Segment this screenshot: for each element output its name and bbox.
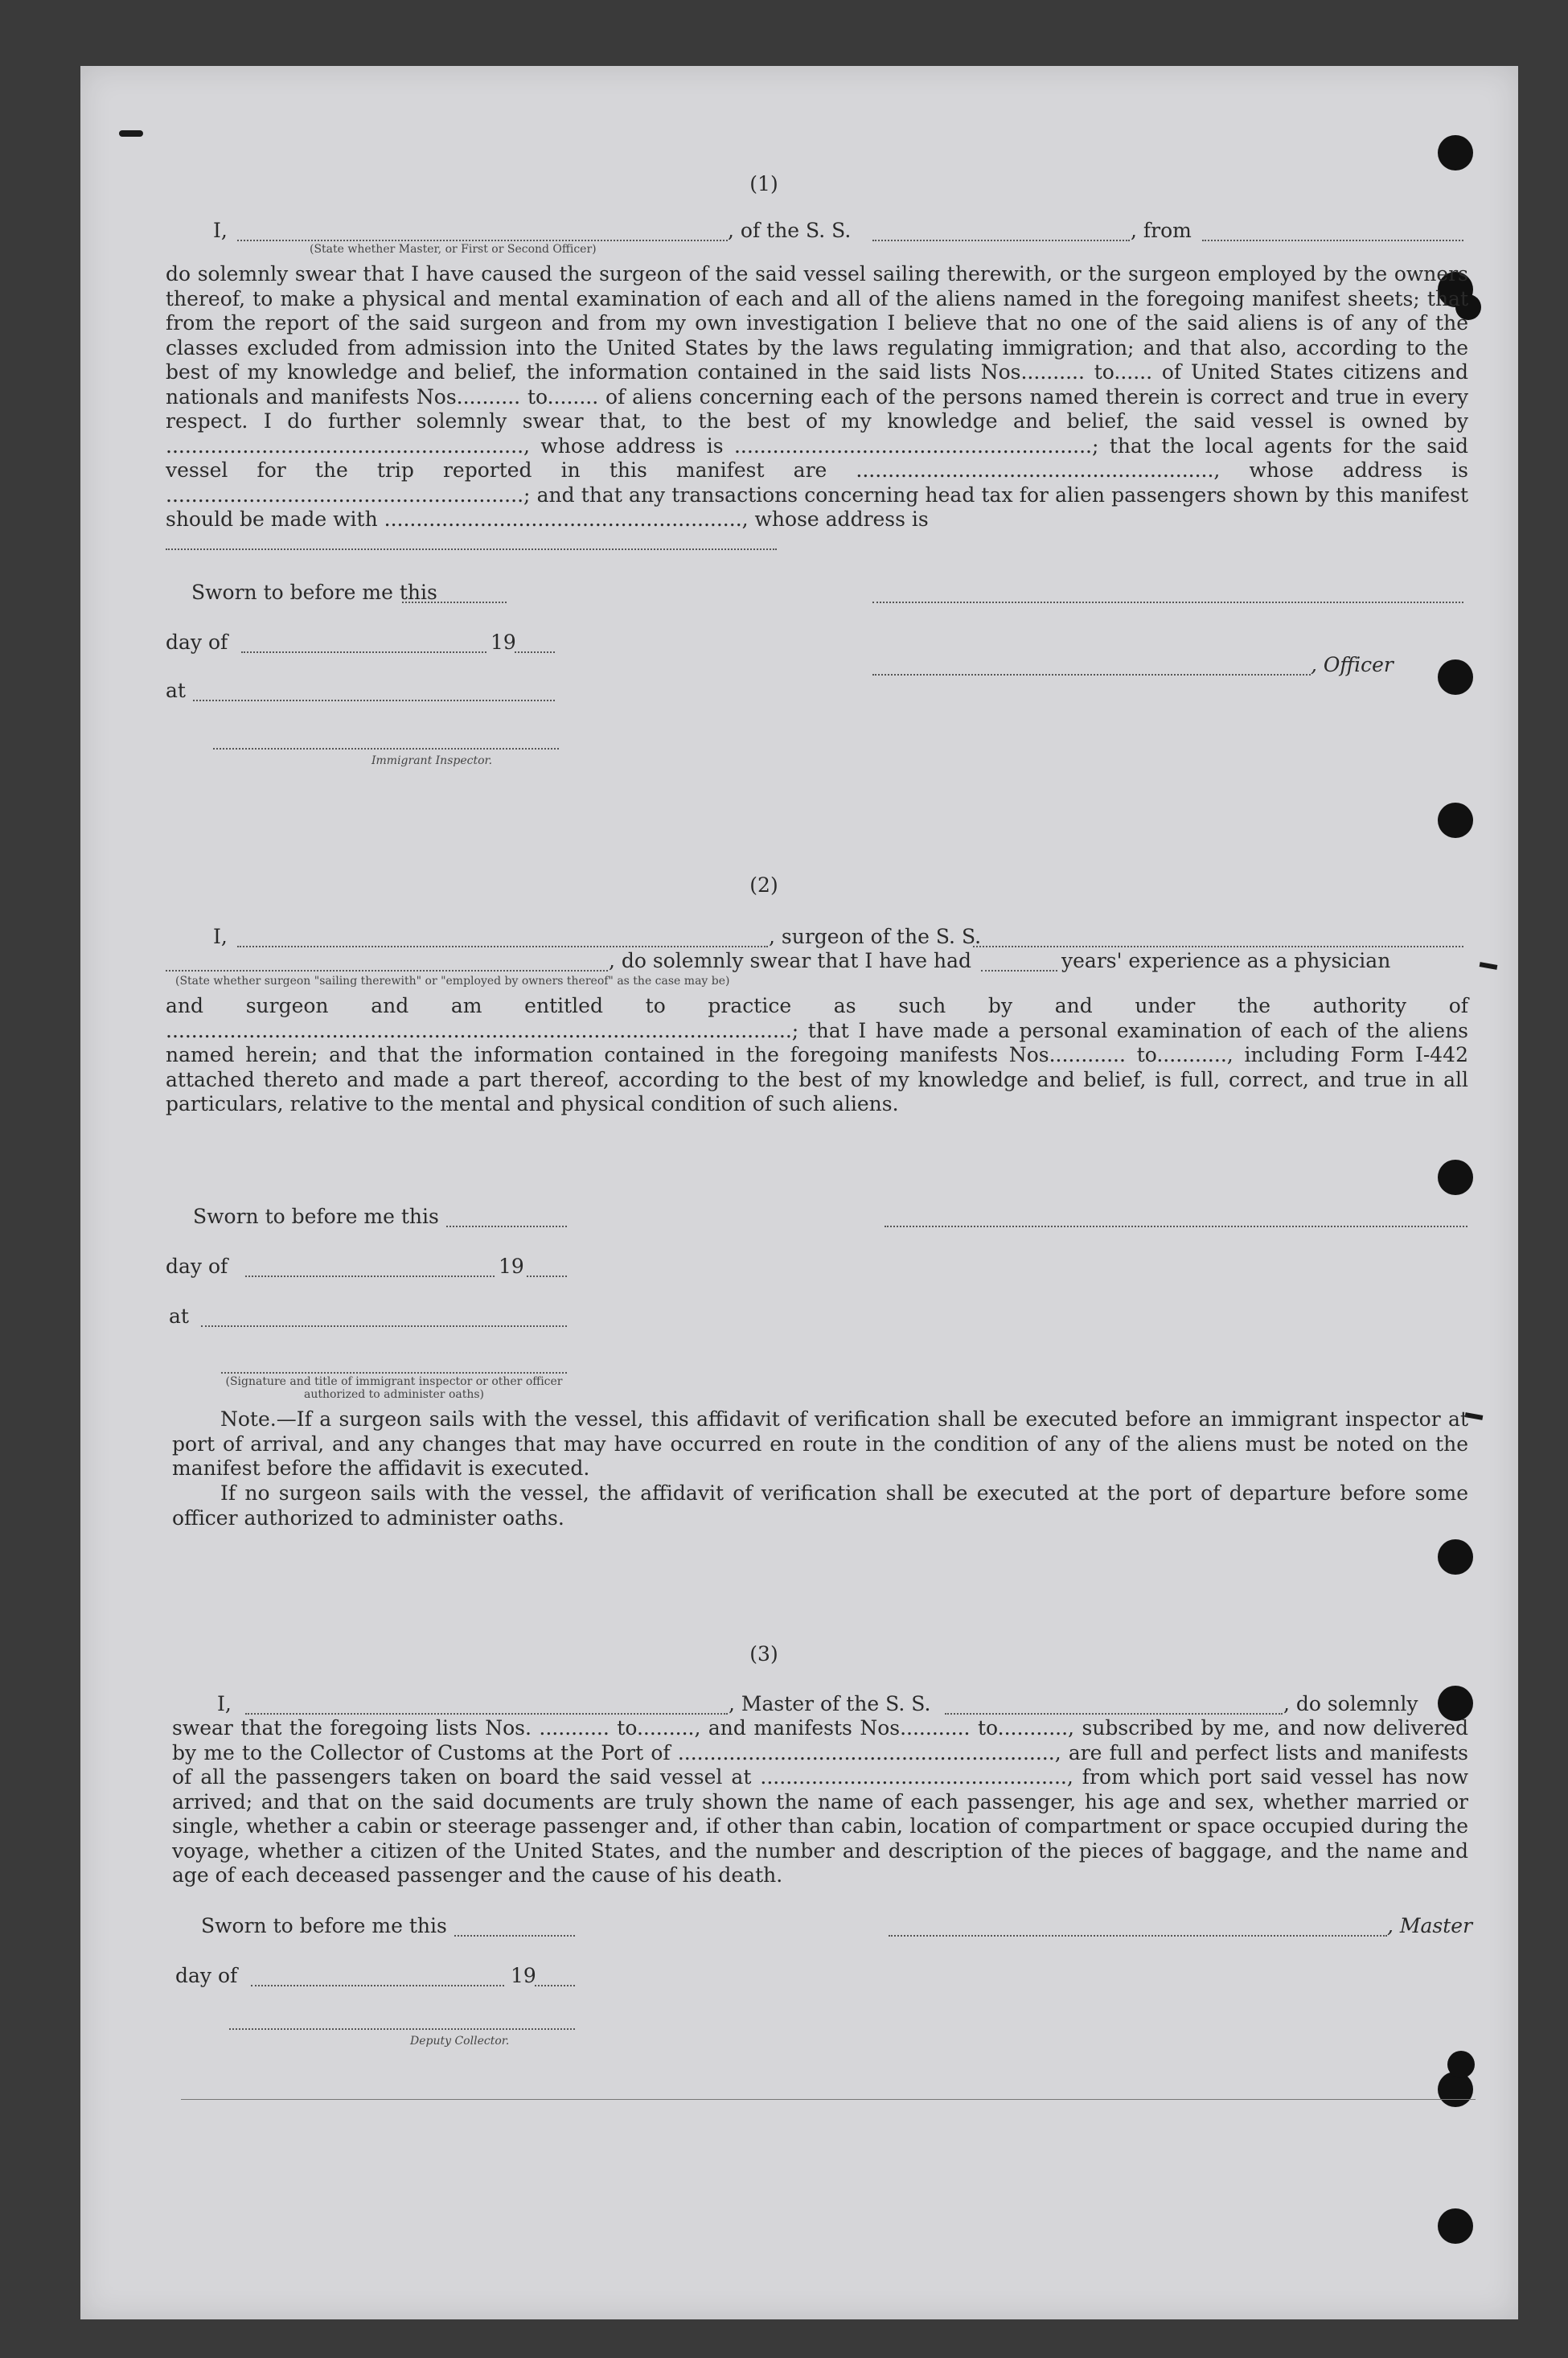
day-of-label-1: day of: [166, 631, 228, 654]
section-2-number: (2): [749, 873, 778, 897]
section-1-oath-text: do solemnly swear that I have caused the surgeon of the said vessel sailing therewith, or the surgeon employed by the owners thereof, to make a physical and mental examination of each and all of the aliens named in the foregoing manifest sheets; that from the report of the said surgeon and from my own investigation I believe that no one of the said aliens is of any of the classes excluded from admission into the United States by the laws regulating immigration; and that also, according to the best of my knowledge and belief, the information contained in the said lists Nos.......... to...... of United States citizens and nationals and manifests Nos.......... to........ of aliens concerning each of the persons named therein is correct and true in every respect. I do further solemnly swear that, to the best of my knowledge and belief, the said vessel is owned by ........................................................, whose address is ........................................................; that the local agents for the said vessel for the trip reported in this manifest are ........................................................, whose address is ........................................................; and that any transactions concerning head tax for alien passengers shown by this manifest should be made with ........................................................, whose address is: [166, 262, 1468, 531]
do-solemnly-label: , do solemnly: [1283, 1692, 1418, 1715]
years-experience-field[interactable]: [981, 970, 1057, 972]
section-3-i-label: I,: [217, 1692, 232, 1715]
month-field-1[interactable]: [241, 651, 486, 653]
section-3-oath-text: swear that the foregoing lists Nos. ........... to........., and manifests Nos........... to..........., subscribed by me, and now delivered by me to the Collector of Customs at the Port of ..........................................................., are full and perfect lists and manifests of all the passengers taken on board the said vessel at ................................................, from which port said vessel has now arrived; and that on the said documents are truly shown the name of each passenger, his age and sex, whether married or single, whether a cabin or steerage passenger and, if other than cabin, location of compartment or space occupied during the voyage, whether a citizen of the United States, and the number and description of the pieces of baggage, and the name and age of each deceased passenger and the cause of his death.: [172, 1716, 1468, 1887]
bottom-divider: [181, 2099, 1476, 2100]
section-1-number: (1): [749, 172, 778, 195]
deputy-label: Deputy Collector.: [410, 2035, 510, 2048]
place-field-1[interactable]: [193, 700, 555, 701]
day-of-label-2: day of: [166, 1255, 228, 1278]
manifest-affidavit-page: [80, 66, 1518, 2319]
address-continuation-field[interactable]: [166, 548, 777, 550]
surgeon-swear-label: , do solemnly swear that I have had: [609, 949, 972, 972]
signature-note: [221, 1375, 567, 1401]
surgeon-of-ss-label: , surgeon of the S. S.: [769, 925, 982, 948]
binder-hole: [1438, 1160, 1473, 1195]
year-field-1[interactable]: [515, 651, 555, 653]
from-port-field[interactable]: [1202, 240, 1463, 241]
officer-label: , Officer: [1311, 653, 1394, 676]
binder-hole: [1438, 659, 1473, 695]
sworn-label-1: Sworn to before me this: [191, 581, 437, 604]
officer-signature-field[interactable]: [872, 602, 1463, 603]
binder-hole: [1447, 2051, 1475, 2078]
no-surgeon-note-paragraph: If no surgeon sails with the vessel, the affidavit of verification shall be executed at the port of departure before some officer authorized to administer oaths.: [172, 1481, 1468, 1530]
vessel-name-field[interactable]: [872, 240, 1130, 241]
surgeon-vessel-field[interactable]: [973, 946, 1463, 947]
officer-line-field[interactable]: [872, 674, 1311, 676]
surgeon-note-paragraph: Note.—If a surgeon sails with the vessel, this affidavit of verification shall be executed before an immigrant inspector at port of arrival, and any changes that may have occurred en route in the condition of any of the aliens must be noted on the manifest before the affidavit is executed.: [172, 1407, 1468, 1480]
signature-note-text: (Signature and title of immigrant inspector or other officer authorized to administer oaths): [225, 1375, 563, 1401]
from-label: , from: [1131, 219, 1192, 242]
years-experience-label: years' experience as a physician: [1061, 949, 1391, 972]
master-signature-field[interactable]: [889, 1935, 1387, 1937]
inspector-signature-field[interactable]: [213, 748, 559, 750]
binder-hole: [1438, 1539, 1473, 1575]
surgeon-type-field[interactable]: [166, 970, 608, 972]
master-label: , Master: [1387, 1914, 1473, 1937]
binder-hole: [1438, 135, 1473, 170]
year-label-1: 19: [491, 631, 516, 654]
month-field-2[interactable]: [245, 1276, 495, 1277]
day-of-label-3: day of: [175, 1964, 238, 1987]
ink-mark: [1480, 962, 1498, 970]
authorized-officer-signature-field[interactable]: [221, 1372, 567, 1374]
sworn-day-field-1[interactable]: [402, 602, 507, 603]
month-field-3[interactable]: [251, 1985, 504, 1986]
year-field-2[interactable]: [527, 1276, 567, 1277]
sworn-day-field-2[interactable]: [446, 1226, 567, 1227]
master-name-field[interactable]: [237, 240, 728, 241]
surgeon-name-field[interactable]: [237, 946, 768, 947]
officer-note: (State whether Master, or First or Second Officer): [310, 243, 597, 256]
surgeon-note: (State whether surgeon "sailing therewith" or "employed by owners thereof" as the case may be): [175, 975, 730, 988]
deputy-signature-field[interactable]: [229, 2028, 575, 2030]
master-of-ss-label: , Master of the S. S.: [729, 1692, 931, 1715]
binder-hole: [1438, 2208, 1473, 2244]
binder-hole: [1438, 803, 1473, 838]
year-label-3: 19: [511, 1964, 536, 1987]
at-label-1: at: [166, 679, 186, 702]
sworn-label-2: Sworn to before me this: [193, 1205, 439, 1228]
sworn-day-field-3[interactable]: [454, 1935, 575, 1937]
section-2-i-label: I,: [213, 925, 228, 948]
place-field-2[interactable]: [201, 1325, 567, 1327]
year-label-2: 19: [499, 1255, 524, 1278]
section-2-oath-text: and surgeon and am entitled to practice as such by and under the authority of ..................................................................................................; that I have made a personal examination of each of the aliens named herein; and that the information contained in the foregoing manifests Nos............ to..........., including Form I-442 attached thereto and made a part thereof, according to the best of my knowledge and belief, is full, correct, and true in all particulars, relative to the mental and physical condition of such aliens.: [166, 994, 1468, 1115]
master-name-field-3[interactable]: [245, 1713, 728, 1715]
surgeon-signature-field[interactable]: [885, 1226, 1467, 1227]
sworn-label-3: Sworn to before me this: [201, 1914, 447, 1937]
year-field-3[interactable]: [535, 1985, 575, 1986]
section-1-i-label: I,: [213, 219, 228, 242]
vessel-name-field-3[interactable]: [945, 1713, 1283, 1715]
inspector-label: Immigrant Inspector.: [371, 754, 493, 767]
at-label-2: at: [169, 1304, 189, 1328]
of-ss-label: , of the S. S.: [728, 219, 852, 242]
section-3-number: (3): [749, 1642, 778, 1666]
ink-mark: [119, 130, 143, 137]
